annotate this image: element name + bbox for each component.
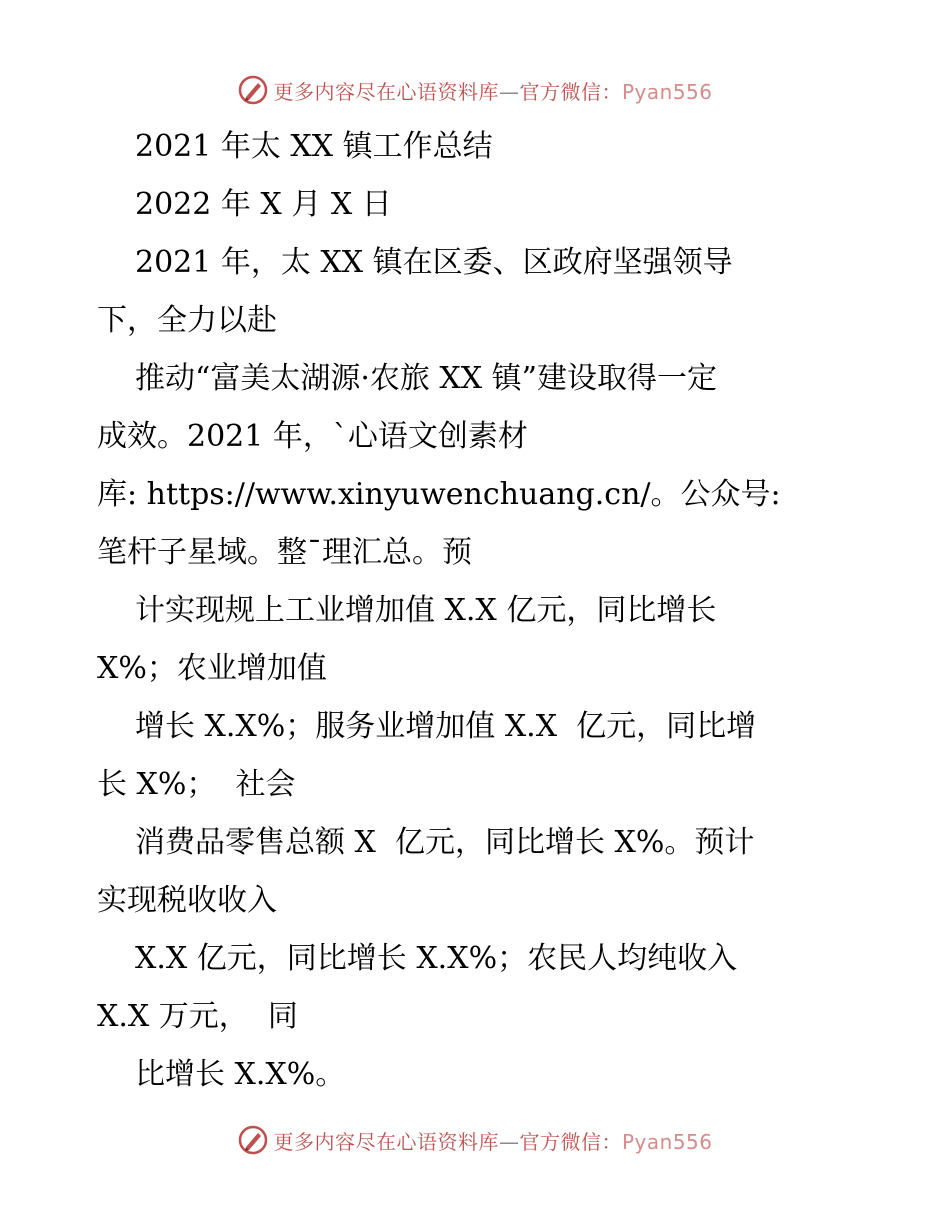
banner-text: 更多内容尽在心语资料库—官方微信：Pyan556 <box>273 1129 713 1154</box>
header-banner <box>0 70 950 110</box>
paragraph-line: 笔杆子星域。整¯理汇总。预 <box>97 535 472 570</box>
paragraph-line: 增长 X.X%；服务业增加值 X.X 亿元，同比增 <box>135 709 757 744</box>
document-date: 2022 年 X 月 X 日 <box>135 187 392 222</box>
pen-logo-icon <box>237 74 269 106</box>
paragraph-line: 推动“富美太湖源·农旅 XX 镇”建设取得一定 <box>135 361 717 396</box>
paragraph-line: X.X 万元， 同 <box>97 999 298 1034</box>
document-body <box>97 118 867 1104</box>
banner-text: 更多内容尽在心语资料库—官方微信：Pyan556 <box>273 79 713 104</box>
paragraph-line: 长 X%； 社会 <box>97 767 296 802</box>
paragraph-line: 2021 年，太 XX 镇在区委、区政府坚强领导 <box>135 245 733 280</box>
paragraph-line: 计实现规上工业增加值 X.X 亿元，同比增长 <box>135 593 717 628</box>
paragraph-line: 成效。2021 年，`心语文创素材 <box>97 419 528 454</box>
paragraph-line: X.X 亿元，同比增长 X.X%；农民人均纯收入 <box>135 941 738 976</box>
paragraph-line: 下，全力以赴 <box>97 303 277 338</box>
document-title: 2021 年太 XX 镇工作总结 <box>135 129 493 164</box>
paragraph-line: 比增长 X.X%。 <box>135 1057 346 1092</box>
paragraph-line: 消费品零售总额 X 亿元，同比增长 X%。预计 <box>135 825 755 860</box>
paragraph-line: 实现税收收入 <box>97 883 277 918</box>
pen-logo-icon <box>237 1124 269 1156</box>
paragraph-line: X%；农业增加值 <box>97 651 327 686</box>
footer-banner <box>0 1120 950 1160</box>
paragraph-line: 库: https://www.xinyuwenchuang.cn/。公众号: <box>97 477 781 512</box>
